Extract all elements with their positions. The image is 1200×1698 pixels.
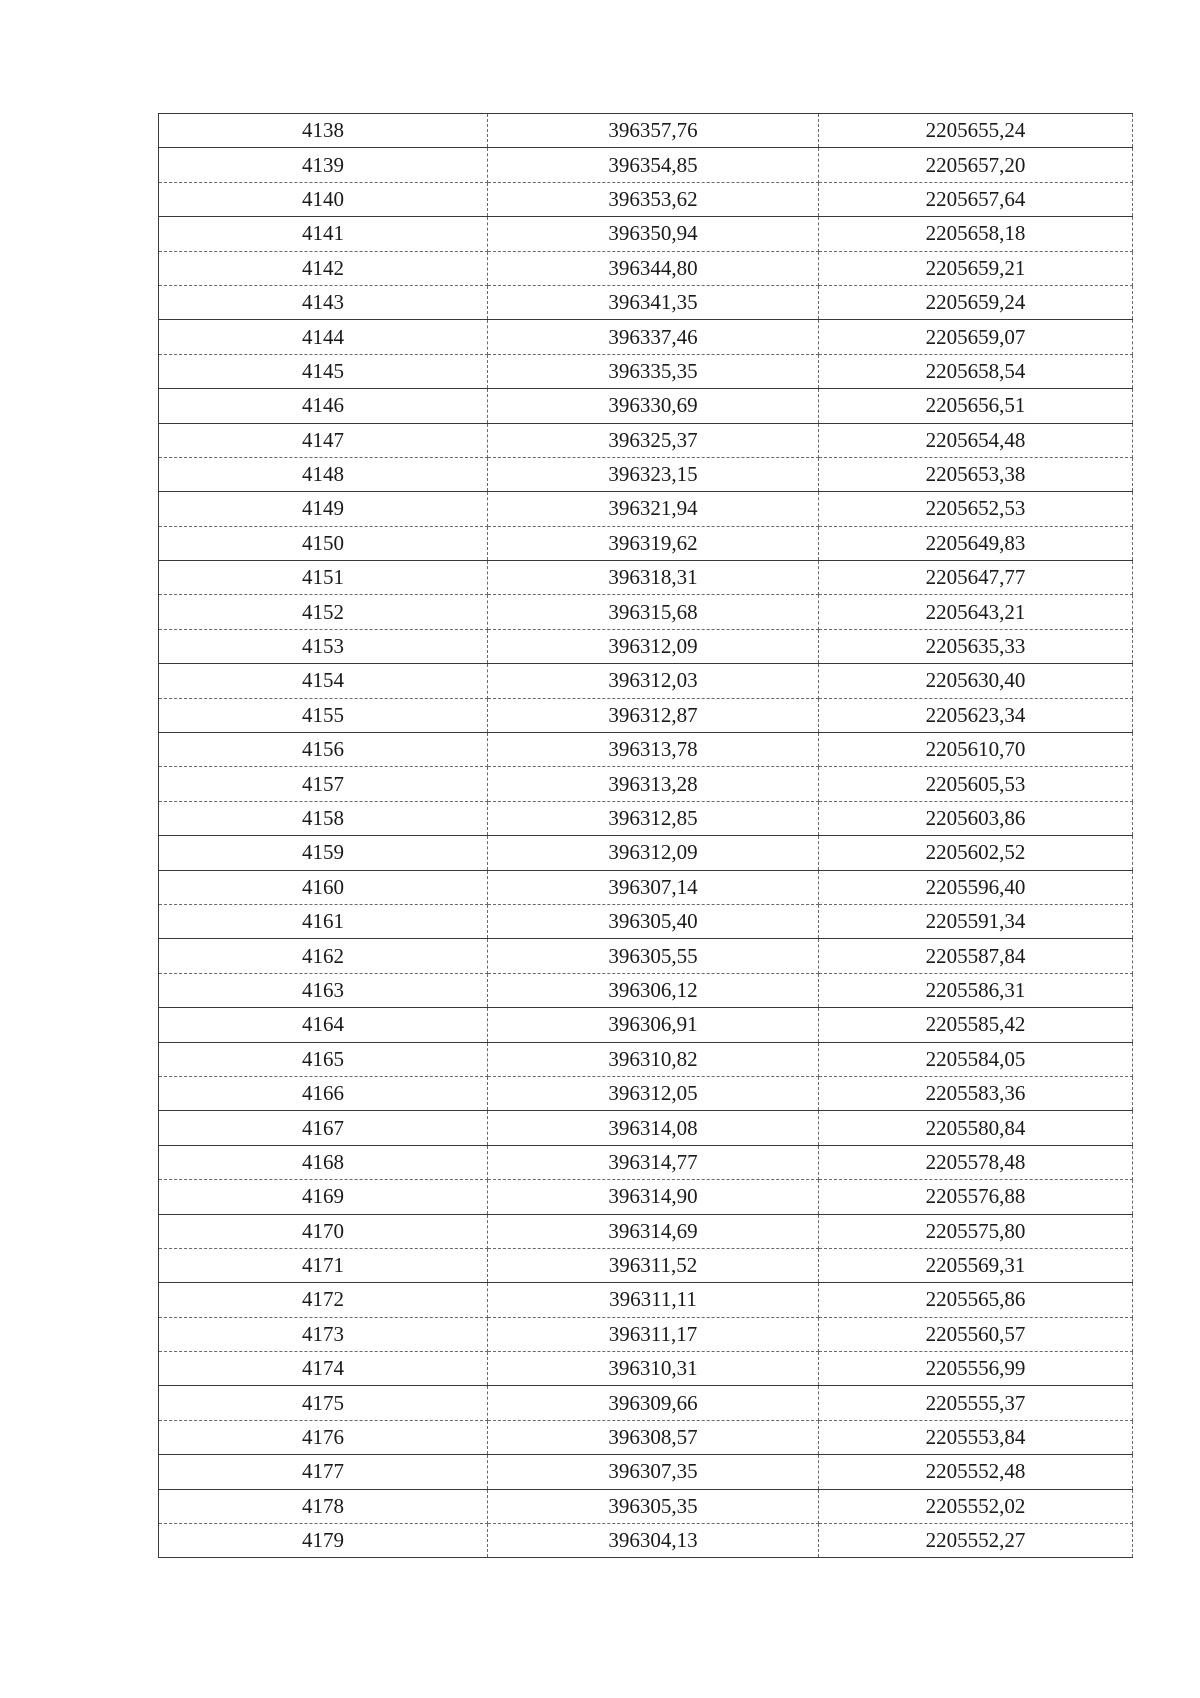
table-row: [159, 148, 1133, 182]
y-coordinate-cell: 2205578,48: [819, 1145, 1133, 1179]
x-coordinate-cell: 396323,15: [488, 457, 819, 491]
point-number-cell: 4171: [159, 1248, 488, 1282]
x-coordinate-cell: 396310,82: [488, 1042, 819, 1076]
point-number-cell: 4144: [159, 320, 488, 354]
y-coordinate-cell: 2205552,02: [819, 1489, 1133, 1523]
y-coordinate-cell: 2205556,99: [819, 1352, 1133, 1386]
x-coordinate-cell: 396305,40: [488, 904, 819, 938]
table-row: [159, 1283, 1133, 1317]
table-row: [159, 114, 1133, 148]
table-row: [159, 217, 1133, 251]
table-row: [159, 801, 1133, 835]
point-number-cell: 4149: [159, 492, 488, 526]
y-coordinate-cell: 2205623,34: [819, 698, 1133, 732]
y-coordinate-cell: 2205569,31: [819, 1248, 1133, 1282]
table-row: [159, 1386, 1133, 1420]
table-row: [159, 526, 1133, 560]
point-number-cell: 4146: [159, 389, 488, 423]
y-coordinate-cell: 2205652,53: [819, 492, 1133, 526]
y-coordinate-cell: 2205591,34: [819, 904, 1133, 938]
x-coordinate-cell: 396319,62: [488, 526, 819, 560]
x-coordinate-cell: 396306,12: [488, 973, 819, 1007]
x-coordinate-cell: 396309,66: [488, 1386, 819, 1420]
x-coordinate-cell: 396353,62: [488, 182, 819, 216]
y-coordinate-cell: 2205658,18: [819, 217, 1133, 251]
x-coordinate-cell: 396314,77: [488, 1145, 819, 1179]
point-number-cell: 4143: [159, 285, 488, 319]
table-row: [159, 595, 1133, 629]
point-number-cell: 4157: [159, 767, 488, 801]
point-number-cell: 4175: [159, 1386, 488, 1420]
point-number-cell: 4160: [159, 870, 488, 904]
x-coordinate-cell: 396315,68: [488, 595, 819, 629]
table-row: [159, 904, 1133, 938]
x-coordinate-cell: 396308,57: [488, 1420, 819, 1454]
table-row: [159, 836, 1133, 870]
point-number-cell: 4139: [159, 148, 488, 182]
x-coordinate-cell: 396314,69: [488, 1214, 819, 1248]
table-row: [159, 733, 1133, 767]
y-coordinate-cell: 2205643,21: [819, 595, 1133, 629]
y-coordinate-cell: 2205659,24: [819, 285, 1133, 319]
y-coordinate-cell: 2205586,31: [819, 973, 1133, 1007]
table-row: [159, 389, 1133, 423]
table-row: [159, 1352, 1133, 1386]
x-coordinate-cell: 396314,08: [488, 1111, 819, 1145]
table-row: [159, 870, 1133, 904]
table-row: [159, 423, 1133, 457]
y-coordinate-cell: 2205580,84: [819, 1111, 1133, 1145]
x-coordinate-cell: 396312,09: [488, 629, 819, 663]
x-coordinate-cell: 396306,91: [488, 1008, 819, 1042]
point-number-cell: 4158: [159, 801, 488, 835]
coordinates-table: [158, 113, 1133, 1558]
y-coordinate-cell: 2205659,21: [819, 251, 1133, 285]
x-coordinate-cell: 396305,55: [488, 939, 819, 973]
table-row: [159, 939, 1133, 973]
point-number-cell: 4152: [159, 595, 488, 629]
point-number-cell: 4156: [159, 733, 488, 767]
table-row: [159, 182, 1133, 216]
table-row: [159, 1317, 1133, 1351]
x-coordinate-cell: 396304,13: [488, 1524, 819, 1558]
table-row: [159, 285, 1133, 319]
table-row: [159, 1180, 1133, 1214]
y-coordinate-cell: 2205658,54: [819, 354, 1133, 388]
y-coordinate-cell: 2205603,86: [819, 801, 1133, 835]
x-coordinate-cell: 396307,35: [488, 1455, 819, 1489]
table-row: [159, 1042, 1133, 1076]
y-coordinate-cell: 2205656,51: [819, 389, 1133, 423]
point-number-cell: 4150: [159, 526, 488, 560]
x-coordinate-cell: 396318,31: [488, 561, 819, 595]
y-coordinate-cell: 2205575,80: [819, 1214, 1133, 1248]
table-row: [159, 320, 1133, 354]
table-row: [159, 1489, 1133, 1523]
x-coordinate-cell: 396305,35: [488, 1489, 819, 1523]
y-coordinate-cell: 2205647,77: [819, 561, 1133, 595]
x-coordinate-cell: 396330,69: [488, 389, 819, 423]
x-coordinate-cell: 396344,80: [488, 251, 819, 285]
y-coordinate-cell: 2205555,37: [819, 1386, 1133, 1420]
y-coordinate-cell: 2205659,07: [819, 320, 1133, 354]
x-coordinate-cell: 396312,87: [488, 698, 819, 732]
table-row: [159, 492, 1133, 526]
point-number-cell: 4155: [159, 698, 488, 732]
point-number-cell: 4151: [159, 561, 488, 595]
table-row: [159, 561, 1133, 595]
y-coordinate-cell: 2205654,48: [819, 423, 1133, 457]
point-number-cell: 4153: [159, 629, 488, 663]
y-coordinate-cell: 2205553,84: [819, 1420, 1133, 1454]
x-coordinate-cell: 396341,35: [488, 285, 819, 319]
point-number-cell: 4165: [159, 1042, 488, 1076]
point-number-cell: 4145: [159, 354, 488, 388]
y-coordinate-cell: 2205583,36: [819, 1076, 1133, 1110]
point-number-cell: 4162: [159, 939, 488, 973]
point-number-cell: 4172: [159, 1283, 488, 1317]
point-number-cell: 4178: [159, 1489, 488, 1523]
x-coordinate-cell: 396337,46: [488, 320, 819, 354]
y-coordinate-cell: 2205649,83: [819, 526, 1133, 560]
table-row: [159, 251, 1133, 285]
y-coordinate-cell: 2205565,86: [819, 1283, 1133, 1317]
point-number-cell: 4167: [159, 1111, 488, 1145]
x-coordinate-cell: 396312,85: [488, 801, 819, 835]
point-number-cell: 4154: [159, 664, 488, 698]
y-coordinate-cell: 2205653,38: [819, 457, 1133, 491]
point-number-cell: 4176: [159, 1420, 488, 1454]
point-number-cell: 4170: [159, 1214, 488, 1248]
x-coordinate-cell: 396313,28: [488, 767, 819, 801]
x-coordinate-cell: 396357,76: [488, 114, 819, 148]
y-coordinate-cell: 2205587,84: [819, 939, 1133, 973]
table-row: [159, 1420, 1133, 1454]
table-row: [159, 1248, 1133, 1282]
x-coordinate-cell: 396311,17: [488, 1317, 819, 1351]
point-number-cell: 4161: [159, 904, 488, 938]
x-coordinate-cell: 396311,52: [488, 1248, 819, 1282]
y-coordinate-cell: 2205576,88: [819, 1180, 1133, 1214]
table-row: [159, 973, 1133, 1007]
point-number-cell: 4147: [159, 423, 488, 457]
y-coordinate-cell: 2205657,20: [819, 148, 1133, 182]
point-number-cell: 4173: [159, 1317, 488, 1351]
x-coordinate-cell: 396325,37: [488, 423, 819, 457]
table-row: [159, 1524, 1133, 1558]
x-coordinate-cell: 396313,78: [488, 733, 819, 767]
table-row: [159, 767, 1133, 801]
x-coordinate-cell: 396311,11: [488, 1283, 819, 1317]
point-number-cell: 4169: [159, 1180, 488, 1214]
point-number-cell: 4148: [159, 457, 488, 491]
point-number-cell: 4166: [159, 1076, 488, 1110]
y-coordinate-cell: 2205610,70: [819, 733, 1133, 767]
table-row: [159, 664, 1133, 698]
table-row: [159, 629, 1133, 663]
y-coordinate-cell: 2205630,40: [819, 664, 1133, 698]
y-coordinate-cell: 2205585,42: [819, 1008, 1133, 1042]
point-number-cell: 4159: [159, 836, 488, 870]
table-row: [159, 457, 1133, 491]
point-number-cell: 4168: [159, 1145, 488, 1179]
x-coordinate-cell: 396314,90: [488, 1180, 819, 1214]
x-coordinate-cell: 396310,31: [488, 1352, 819, 1386]
x-coordinate-cell: 396350,94: [488, 217, 819, 251]
table-row: [159, 1455, 1133, 1489]
table-row: [159, 1076, 1133, 1110]
table-row: [159, 1145, 1133, 1179]
y-coordinate-cell: 2205552,27: [819, 1524, 1133, 1558]
point-number-cell: 4141: [159, 217, 488, 251]
y-coordinate-cell: 2205605,53: [819, 767, 1133, 801]
table-row: [159, 698, 1133, 732]
x-coordinate-cell: 396335,35: [488, 354, 819, 388]
point-number-cell: 4174: [159, 1352, 488, 1386]
y-coordinate-cell: 2205602,52: [819, 836, 1133, 870]
y-coordinate-cell: 2205655,24: [819, 114, 1133, 148]
point-number-cell: 4179: [159, 1524, 488, 1558]
table-row: [159, 1008, 1133, 1042]
x-coordinate-cell: 396321,94: [488, 492, 819, 526]
table-row: [159, 354, 1133, 388]
x-coordinate-cell: 396354,85: [488, 148, 819, 182]
point-number-cell: 4177: [159, 1455, 488, 1489]
x-coordinate-cell: 396312,05: [488, 1076, 819, 1110]
y-coordinate-cell: 2205657,64: [819, 182, 1133, 216]
point-number-cell: 4142: [159, 251, 488, 285]
table-row: [159, 1214, 1133, 1248]
point-number-cell: 4138: [159, 114, 488, 148]
point-number-cell: 4164: [159, 1008, 488, 1042]
point-number-cell: 4163: [159, 973, 488, 1007]
x-coordinate-cell: 396312,09: [488, 836, 819, 870]
y-coordinate-cell: 2205552,48: [819, 1455, 1133, 1489]
point-number-cell: 4140: [159, 182, 488, 216]
x-coordinate-cell: 396312,03: [488, 664, 819, 698]
y-coordinate-cell: 2205596,40: [819, 870, 1133, 904]
y-coordinate-cell: 2205584,05: [819, 1042, 1133, 1076]
y-coordinate-cell: 2205560,57: [819, 1317, 1133, 1351]
table-row: [159, 1111, 1133, 1145]
y-coordinate-cell: 2205635,33: [819, 629, 1133, 663]
x-coordinate-cell: 396307,14: [488, 870, 819, 904]
